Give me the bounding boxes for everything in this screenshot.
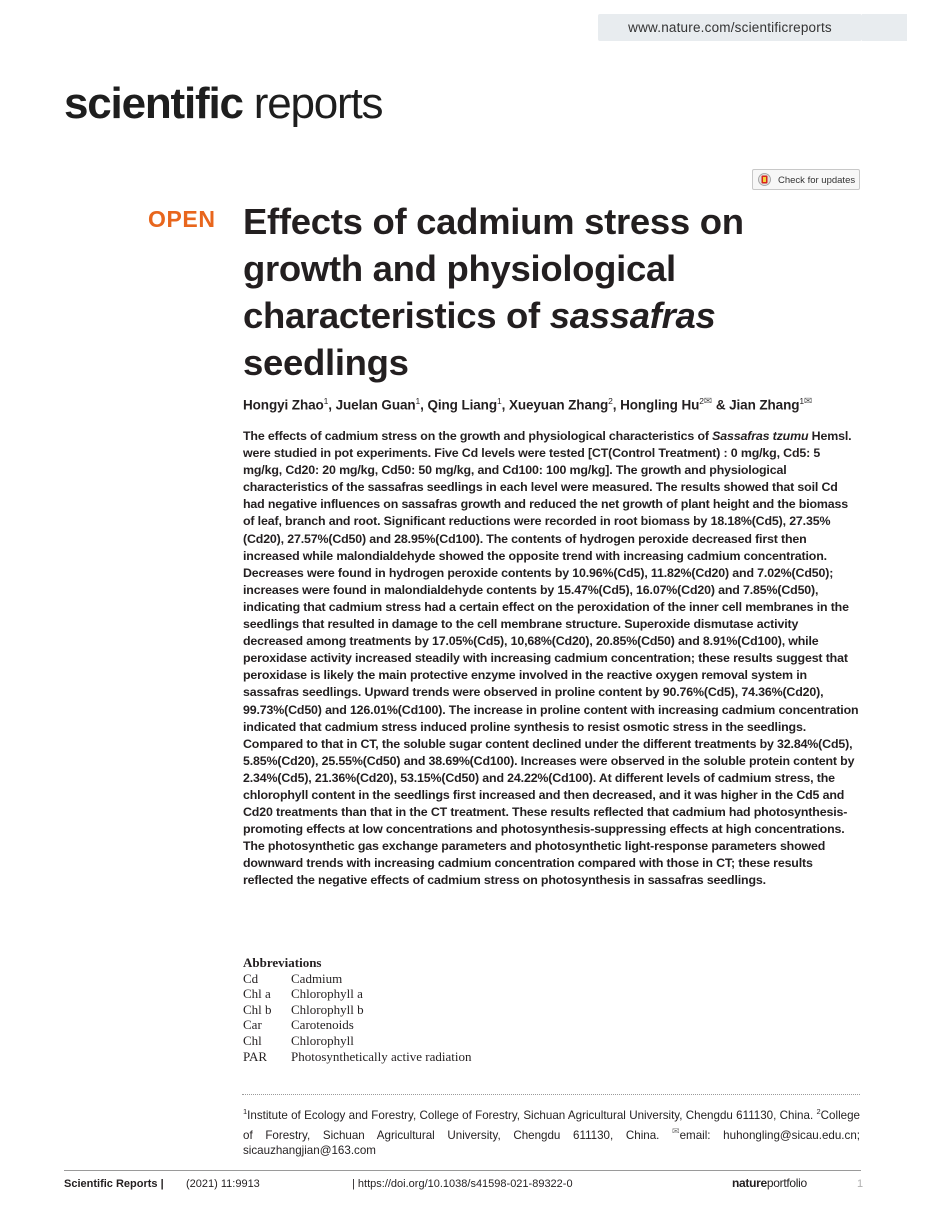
journal-logo-bold: scientific [64, 79, 243, 128]
affiliation-2: College of Forestry, Sichuan Agricultural University, Chengdu 611130, China. [243, 1108, 860, 1142]
journal-logo-light: reports [242, 79, 383, 128]
affiliation-marker: 1 [243, 1107, 248, 1116]
check-for-updates-label: Check for updates [778, 175, 856, 186]
publisher-logo [732, 1176, 807, 1190]
corresponding-email[interactable]: email: huhongling@sicau.edu.cn; sicauzhangjian@163.com [243, 1128, 860, 1158]
footer-doi-link[interactable]: | https://doi.org/10.1038/s41598-021-89322-0 [352, 1178, 573, 1190]
abstract [243, 428, 860, 890]
author-affiliation: 1 [323, 396, 329, 406]
author-affiliation: 1 [799, 396, 805, 406]
affiliations [243, 1104, 860, 1159]
author-name[interactable]: Xueyuan Zhang [508, 397, 609, 413]
abbreviation-definition: Cadmium [291, 970, 343, 986]
abbreviation-term: Chl b [243, 1001, 272, 1017]
abbreviation-row [243, 1017, 643, 1033]
author-name[interactable]: Hongyi Zhao [243, 397, 324, 413]
abbreviation-row [243, 971, 643, 987]
author-separator: & [712, 397, 730, 413]
abbreviations-heading: Abbreviations [243, 955, 322, 970]
article-title [243, 198, 803, 386]
abbreviation-term: Car [243, 1017, 262, 1033]
publisher-logo-light: portfolio [766, 1176, 807, 1190]
journal-url[interactable]: www.nature.com/scientificreports [628, 20, 832, 35]
author-separator: , [420, 397, 428, 413]
title-part-2: seedlings [243, 342, 409, 383]
abbreviation-row [243, 1033, 643, 1049]
author-affiliation: 2 [699, 396, 704, 406]
abbreviation-row [243, 1049, 643, 1065]
title-part-1: Effects of cadmium stress on growth and physiological characteristics of [243, 201, 744, 336]
journal-logo [64, 78, 382, 130]
abbreviation-term: Cd [243, 970, 259, 986]
abbreviation-row [243, 1002, 643, 1018]
abbreviation-definition: Chlorophyll b [291, 1001, 364, 1017]
author-name[interactable]: Hongling Hu [620, 397, 700, 413]
envelope-icon[interactable]: ✉ [804, 396, 813, 407]
author-affiliation: 2 [608, 396, 613, 406]
abbreviation-definition: Chlorophyll a [291, 986, 363, 1002]
author-list [243, 396, 812, 413]
abbreviation-definition: Photosynthetically active radiation [291, 1048, 472, 1064]
check-for-updates-button[interactable] [752, 169, 860, 190]
abstract-text-start: The effects of cadmium stress on the growth and physiological characteristics of [243, 429, 713, 443]
author-name[interactable]: Qing Liang [427, 397, 497, 413]
abbreviation-row [243, 986, 643, 1002]
abstract-species: Sassafras tzumu [712, 429, 809, 443]
author-name[interactable]: Jian Zhang [729, 397, 800, 413]
abbreviation-term: PAR [243, 1048, 268, 1064]
affiliation-marker: 2 [816, 1107, 821, 1116]
title-italic: sassafras [549, 295, 716, 336]
journal-url-banner[interactable] [598, 14, 862, 41]
crossmark-icon [758, 173, 771, 186]
abbreviation-term: Chl a [243, 986, 271, 1002]
abbreviation-definition: Carotenoids [291, 1017, 354, 1033]
envelope-icon: ✉ [672, 1125, 680, 1136]
author-separator: , [501, 397, 509, 413]
affiliation-divider [242, 1094, 860, 1095]
footer-divider [64, 1170, 861, 1171]
abbreviation-term: Chl [243, 1032, 262, 1048]
affiliation-1: Institute of Ecology and Forestry, College of Forestry, Sichuan Agricultural University, Chengdu 611130, China. [247, 1108, 817, 1122]
envelope-icon[interactable]: ✉ [703, 396, 713, 407]
url-banner-tail [862, 14, 907, 41]
publisher-logo-bold: nature [732, 1176, 767, 1190]
footer-journal: Scientific Reports | [64, 1178, 164, 1190]
open-access-label: OPEN [148, 206, 216, 232]
author-name[interactable]: Juelan Guan [335, 397, 416, 413]
abstract-text-body: Hemsl. were studied in pot experiments. Five Cd levels were tested [CT(Control Treatment) : 0 mg/kg, Cd5: 5 mg/kg, Cd20: 20 mg/kg, Cd50: 50 mg/kg, and Cd100: 100 mg/kg]. The growth and physiological characteristics of the sassafras seedlings in each level were measured. The results showed that soil Cd had negative influences on sassafras growth and reduced the net growth of plant height and the biomass of leaf, branch and root. Significant reductions were recorded in root biomass by 18.18%(Cd5), 27.35%(Cd20), 27.57%(Cd50) and 28.95%(Cd100). The contents of hydrogen peroxide decreased first then increased while malondialdehyde showed the opposite trend with increasing cadmium concentration. Decreases were found in hydrogen peroxide contents by 10.96%(Cd5), 11.82%(Cd20) and 7.02%(Cd50); increases were found in malondialdehyde contents by 15.47%(Cd5), 16.07%(Cd20) and 7.85%(Cd50), indicating that cadmium stress had a certain effect on the peroxidation of the inner cell membranes in the seedlings that resulted in damage to the cell membrane structure. Superoxide dismutase activity decreased among treatments by 17.05%(Cd5), 10,68%(Cd20), 20.85%(Cd50) and 8.91%(Cd100), while peroxidase activity increased steadily with increasing cadmium concentration; these results suggest that peroxidase is likely the main protective enzyme involved in the reactive oxygen removal system in sassafras seedlings. Upward trends were observed in proline content by 90.76%(Cd5), 74.36%(Cd20), 99.73%(Cd50) and 126.01%(Cd100). The increase in proline content with increasing cadmium concentration indicated that cadmium stress induced proline synthesis to resist osmotic stress in the seedlings. Compared to that in CT, the soluble sugar content declined under the different treatments by 32.84%(Cd5), 5.85%(Cd20), 25.55%(Cd50) and 38.69%(Cd100). Increases were observed in the soluble protein content by 2.34%(Cd5), 21.36%(Cd20), 53.15%(Cd50) and 24.22%(Cd100). At different levels of cadmium stress, the chlorophyll content in the seedlings first increased and then decreased, and it was higher in the Cd5 and Cd20 treatments than that in the CT treatment. These results reflected that cadmium had photosynthesis-promoting effects at low concentrations and photosynthesis-suppressing effects at high concentrations. The photosynthetic gas exchange parameters and photosynthetic light-response parameters showed downward trends with increasing cadmium concentration compared with those in CT; these results reflected the negative effects of cadmium stress on photosynthesis in sassafras seedlings. [243, 429, 859, 888]
abbreviation-definition: Chlorophyll [291, 1032, 354, 1048]
author-affiliation: 1 [496, 396, 502, 406]
abbreviations-section [243, 955, 643, 1064]
page-number: 1 [857, 1178, 864, 1190]
footer-citation: (2021) 11:9913 [186, 1178, 260, 1190]
author-separator: , [612, 397, 621, 413]
author-separator: , [328, 397, 336, 413]
author-affiliation: 1 [415, 396, 421, 406]
